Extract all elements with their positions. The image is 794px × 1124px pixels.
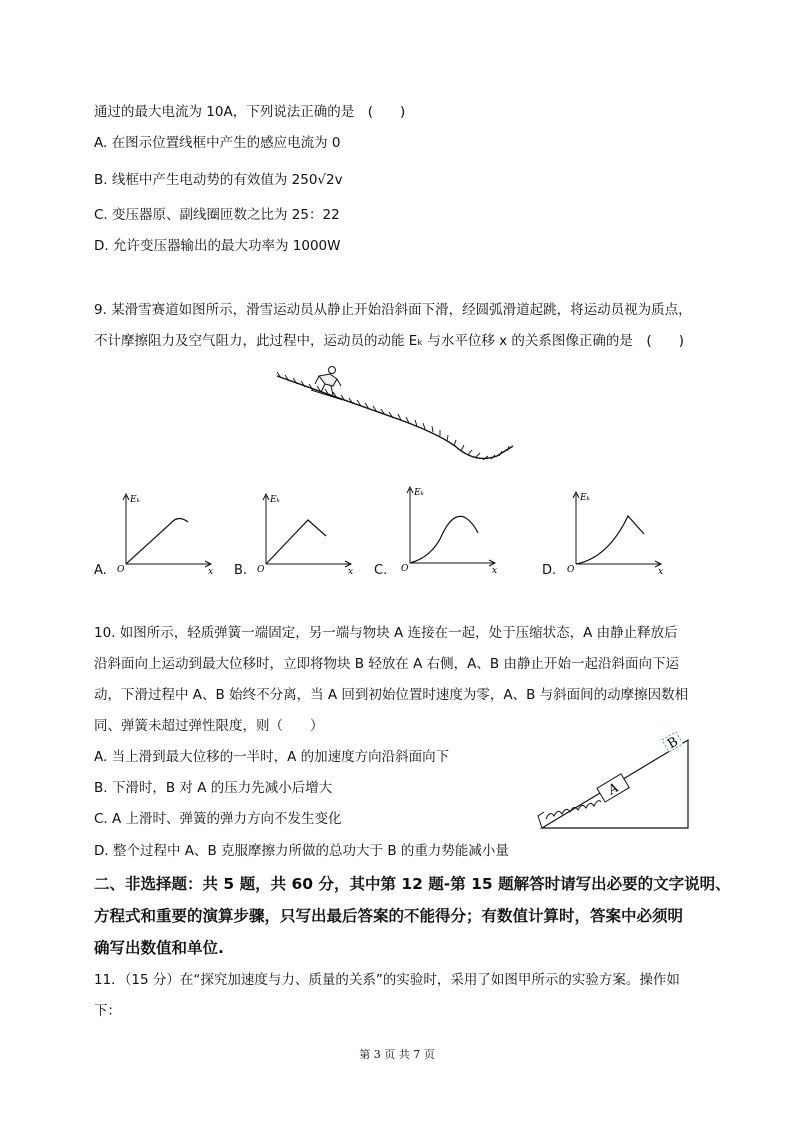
incline-spring-figure [538,734,694,834]
graph-b-x-label: x [348,567,354,577]
graph-a [117,492,218,577]
graph-a-origin: O [117,565,125,575]
q10-option-c: C. A 上滑时、弹簧的弹力方向不发生变化 [94,811,342,827]
q10-stem-line1: 10. 如图所示，轻质弹簧一端固定，另一端与物块 A 连接在一起，处于压缩状态，A 由静止释放后 [94,625,678,641]
q9-choice-b: B. [234,563,248,578]
graph-b-origin: O [257,565,265,575]
q9-choice-a: A. [94,563,107,578]
q11-stem-line2: 下： [94,1003,121,1019]
graph-c-origin: O [401,564,409,574]
q9-choice-d: D. [542,563,557,578]
page-footer: 第 3 页 共 7 页 [359,1048,435,1061]
q8-stem-tail: 通过的最大电流为 10A，下列说法正确的是 ( ) [94,104,406,120]
q9-stem-line2: 不计摩擦阻力及空气阻力，此过程中，运动员的动能 Eₖ 与水平位移 x 的关系图像正确的是 ( ) [94,333,684,349]
block-b-label: B [665,734,682,753]
q11-stem-line1: 11．（15 分）在“探究加速度与力、质量的关系”的实验时，采用了如图甲所示的实验方案。操作如 [94,972,680,988]
block-a-label: A [605,780,622,799]
q8-option-c: C. 变压器原、副线圈匝数之比为 25：22 [94,207,340,223]
q10-stem-line2: 沿斜面向上运动到最大位移时，立即将物块 B 轻放在 A 右侧，A、B 由静止开始一起沿斜面向下运 [94,656,679,672]
q10-option-a: A. 当上滑到最大位移的一半时，A 的加速度方向沿斜面向下 [94,749,450,765]
graph-c [401,485,502,576]
graph-c-y-label: Eₖ [414,488,424,498]
ski-slope-figure [275,364,525,474]
section2-line3: 确写出数值和单位. [94,939,224,957]
section2-line2: 方程式和重要的演算步骤，只写出最后答案的不能得分；有数值计算时，答案中必须明 [94,907,684,925]
graph-a-y-label: Eₖ [130,495,140,505]
graph-d-x-label: x [658,567,664,577]
q8-option-a: A. 在图示位置线框中产生的感应电流为 0 [94,135,341,151]
q10-stem-line3: 动，下滑过程中 A、B 始终不分离，当 A 回到初始位置时速度为零，A、B 与斜面间的动摩擦因数相 [94,687,689,703]
skier-icon [311,367,343,401]
q10-option-d: D. 整个过程中 A、B 克服摩擦力所做的总功大于 B 的重力势能减小量 [94,843,509,859]
q8-option-d: D. 允许变压器输出的最大功率为 1000W [94,238,341,254]
graph-a-x-label: x [208,567,214,577]
graph-b-y-label: Eₖ [270,495,280,505]
q9-stem-line1: 9. 某滑雪赛道如图所示，滑雪运动员从静止开始沿斜面下滑，经圆弧滑道起跳，将运动员视为质点， [94,302,692,318]
section2-line1: 二、非选择题：共 5 题，共 60 分，其中第 12 题-第 15 题解答时请写出必要的文字说明、 [94,875,731,893]
graph-c-x-label: x [492,566,498,576]
graph-d-origin: O [567,565,575,575]
q10-option-b: B. 下滑时，B 对 A 的压力先减小后增大 [94,780,333,796]
graph-d-y-label: Eₖ [580,493,590,503]
graph-d [567,490,668,577]
q10-stem-line4: 同、弹簧未超过弹性限度，则（ ） [94,718,324,734]
q9-choice-c: C. [374,563,388,578]
graph-b [257,492,358,577]
q8-option-b: B. 线框中产生电动势的有效值为 250√2v [94,172,343,188]
